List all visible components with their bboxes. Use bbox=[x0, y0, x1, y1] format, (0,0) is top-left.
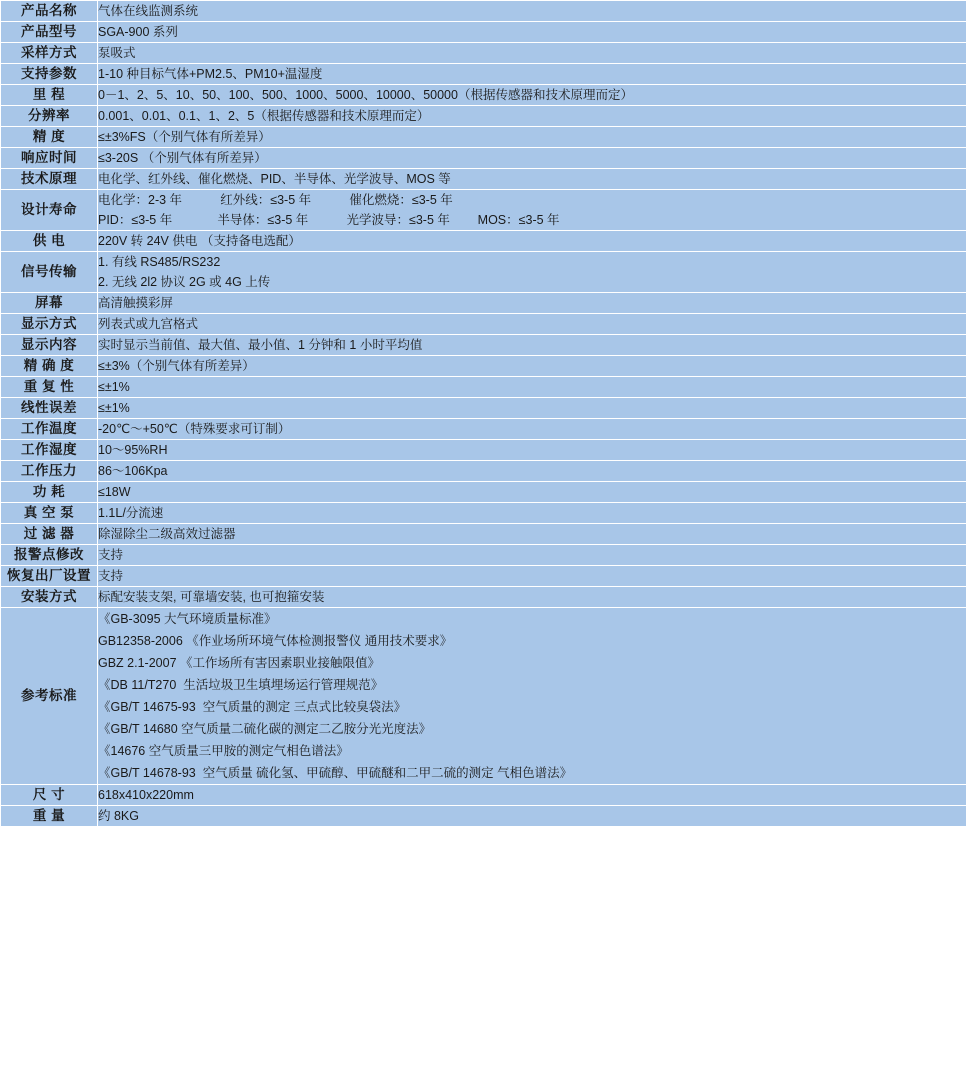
table-row bbox=[1, 314, 967, 335]
spec-label: 响应时间 bbox=[1, 148, 98, 169]
spec-label: 工作温度 bbox=[1, 419, 98, 440]
spec-value-line: 《GB/T 14680 空气质量二硫化碳的测定二乙胺分光光度法》 bbox=[98, 722, 432, 736]
spec-label: 恢复出厂设置 bbox=[1, 566, 98, 587]
spec-label: 参考标准 bbox=[1, 608, 98, 785]
spec-label: 真 空 泵 bbox=[1, 503, 98, 524]
table-row bbox=[1, 335, 967, 356]
spec-label: 安装方式 bbox=[1, 587, 98, 608]
table-row bbox=[1, 293, 967, 314]
spec-label: 功 耗 bbox=[1, 482, 98, 503]
spec-value: ≤±3%FS（个别气体有所差异） bbox=[98, 127, 967, 148]
spec-value-line: PID：≤3-5 年 半导体：≤3-5 年 光学波导：≤3-5 年 MOS：≤3-5 年 bbox=[98, 213, 560, 227]
table-row bbox=[1, 106, 967, 127]
spec-value: 标配安装支架, 可靠墙安装, 也可抱箍安装 bbox=[98, 587, 967, 608]
table-row bbox=[1, 22, 967, 43]
table-row bbox=[1, 524, 967, 545]
spec-value bbox=[98, 252, 967, 293]
spec-value: 支持 bbox=[98, 545, 967, 566]
spec-label: 供 电 bbox=[1, 231, 98, 252]
spec-value: 支持 bbox=[98, 566, 967, 587]
spec-value: 1.1L/分流速 bbox=[98, 503, 967, 524]
spec-label: 工作湿度 bbox=[1, 440, 98, 461]
spec-value: 1-10 种目标气体+PM2.5、PM10+温湿度 bbox=[98, 64, 967, 85]
spec-value-line: 《GB-3095 大气环境质量标准》 bbox=[98, 612, 277, 626]
spec-value: ≤±1% bbox=[98, 377, 967, 398]
table-row bbox=[1, 806, 967, 827]
spec-value: 泵吸式 bbox=[98, 43, 967, 64]
spec-value: 实时显示当前值、最大值、最小值、1 分钟和 1 小时平均值 bbox=[98, 335, 967, 356]
spec-value-line: 《GB/T 14675-93 空气质量的测定 三点式比较臭袋法》 bbox=[98, 700, 407, 714]
table-row bbox=[1, 377, 967, 398]
spec-value: 电化学、红外线、催化燃烧、PID、半导体、光学波导、MOS 等 bbox=[98, 169, 967, 190]
spec-label: 产品名称 bbox=[1, 1, 98, 22]
spec-label: 重 量 bbox=[1, 806, 98, 827]
table-row bbox=[1, 398, 967, 419]
table-row bbox=[1, 64, 967, 85]
spec-label: 显示内容 bbox=[1, 335, 98, 356]
spec-value bbox=[98, 190, 967, 231]
spec-value: ≤±3%（个别气体有所差异） bbox=[98, 356, 967, 377]
table-row bbox=[1, 785, 967, 806]
spec-value-line: GB12358-2006 《作业场所环境气体检测报警仪 通用技术要求》 bbox=[98, 634, 453, 648]
spec-label: 重 复 性 bbox=[1, 377, 98, 398]
table-row bbox=[1, 461, 967, 482]
table-row bbox=[1, 503, 967, 524]
spec-label: 产品型号 bbox=[1, 22, 98, 43]
table-row bbox=[1, 190, 967, 231]
spec-label: 技术原理 bbox=[1, 169, 98, 190]
spec-value: 0.001、0.01、0.1、1、2、5（根据传感器和技术原理而定） bbox=[98, 106, 967, 127]
table-row bbox=[1, 545, 967, 566]
spec-label: 线性误差 bbox=[1, 398, 98, 419]
spec-value: 0－1、2、5、10、50、100、500、1000、5000、10000、50000（根据传感器和技术原理而定） bbox=[98, 85, 967, 106]
spec-value: 10～95%RH bbox=[98, 440, 967, 461]
table-row bbox=[1, 252, 967, 293]
table-row bbox=[1, 231, 967, 252]
spec-label: 屏幕 bbox=[1, 293, 98, 314]
spec-value-line: 《14676 空气质量三甲胺的测定气相色谱法》 bbox=[98, 744, 349, 758]
spec-label: 信号传输 bbox=[1, 252, 98, 293]
spec-value: ≤3-20S （个别气体有所差异） bbox=[98, 148, 967, 169]
table-row bbox=[1, 169, 967, 190]
table-row bbox=[1, 1, 967, 22]
spec-value: 86～106Kpa bbox=[98, 461, 967, 482]
spec-label: 精 度 bbox=[1, 127, 98, 148]
spec-value: ≤±1% bbox=[98, 398, 967, 419]
spec-table-body bbox=[1, 1, 967, 827]
spec-value: 气体在线监测系统 bbox=[98, 1, 967, 22]
table-row bbox=[1, 419, 967, 440]
spec-label: 过 滤 器 bbox=[1, 524, 98, 545]
table-row bbox=[1, 482, 967, 503]
spec-label: 采样方式 bbox=[1, 43, 98, 64]
spec-value-line: 《GB/T 14678-93 空气质量 硫化氢、甲硫醇、甲硫醚和二甲二硫的测定 气相色谱法》 bbox=[98, 766, 573, 780]
spec-value: 高清触摸彩屏 bbox=[98, 293, 967, 314]
spec-label: 工作压力 bbox=[1, 461, 98, 482]
spec-value-line: 1. 有线 RS485/RS232 bbox=[98, 255, 221, 269]
table-row bbox=[1, 566, 967, 587]
spec-label: 尺 寸 bbox=[1, 785, 98, 806]
table-row bbox=[1, 127, 967, 148]
spec-value: 618x410x220mm bbox=[98, 785, 967, 806]
spec-value-line: 《DB 11/T270 生活垃圾卫生填埋场运行管理规范》 bbox=[98, 678, 384, 692]
spec-value: 除湿除尘二级高效过滤器 bbox=[98, 524, 967, 545]
spec-label: 支持参数 bbox=[1, 64, 98, 85]
spec-value-line: 电化学：2-3 年 红外线：≤3-5 年 催化燃烧：≤3-5 年 bbox=[98, 193, 453, 207]
table-row bbox=[1, 85, 967, 106]
spec-label: 分辨率 bbox=[1, 106, 98, 127]
spec-value: 220V 转 24V 供电 （支持备电选配） bbox=[98, 231, 967, 252]
table-row bbox=[1, 43, 967, 64]
spec-label: 设计寿命 bbox=[1, 190, 98, 231]
spec-value: SGA-900 系列 bbox=[98, 22, 967, 43]
table-row bbox=[1, 587, 967, 608]
table-row bbox=[1, 608, 967, 785]
spec-value-line: 2. 无线 2l2 协议 2G 或 4G 上传 bbox=[98, 275, 271, 289]
table-row bbox=[1, 356, 967, 377]
table-row bbox=[1, 148, 967, 169]
spec-value: 列表式或九宫格式 bbox=[98, 314, 967, 335]
spec-label: 精 确 度 bbox=[1, 356, 98, 377]
spec-label: 显示方式 bbox=[1, 314, 98, 335]
spec-label: 里 程 bbox=[1, 85, 98, 106]
spec-value bbox=[98, 608, 967, 785]
table-row bbox=[1, 440, 967, 461]
spec-value: 约 8KG bbox=[98, 806, 967, 827]
spec-value: -20℃～+50℃（特殊要求可订制） bbox=[98, 419, 967, 440]
spec-value-line: GBZ 2.1-2007 《工作场所有害因素职业接触限值》 bbox=[98, 656, 380, 670]
spec-value: ≤18W bbox=[98, 482, 967, 503]
spec-label: 报警点修改 bbox=[1, 545, 98, 566]
